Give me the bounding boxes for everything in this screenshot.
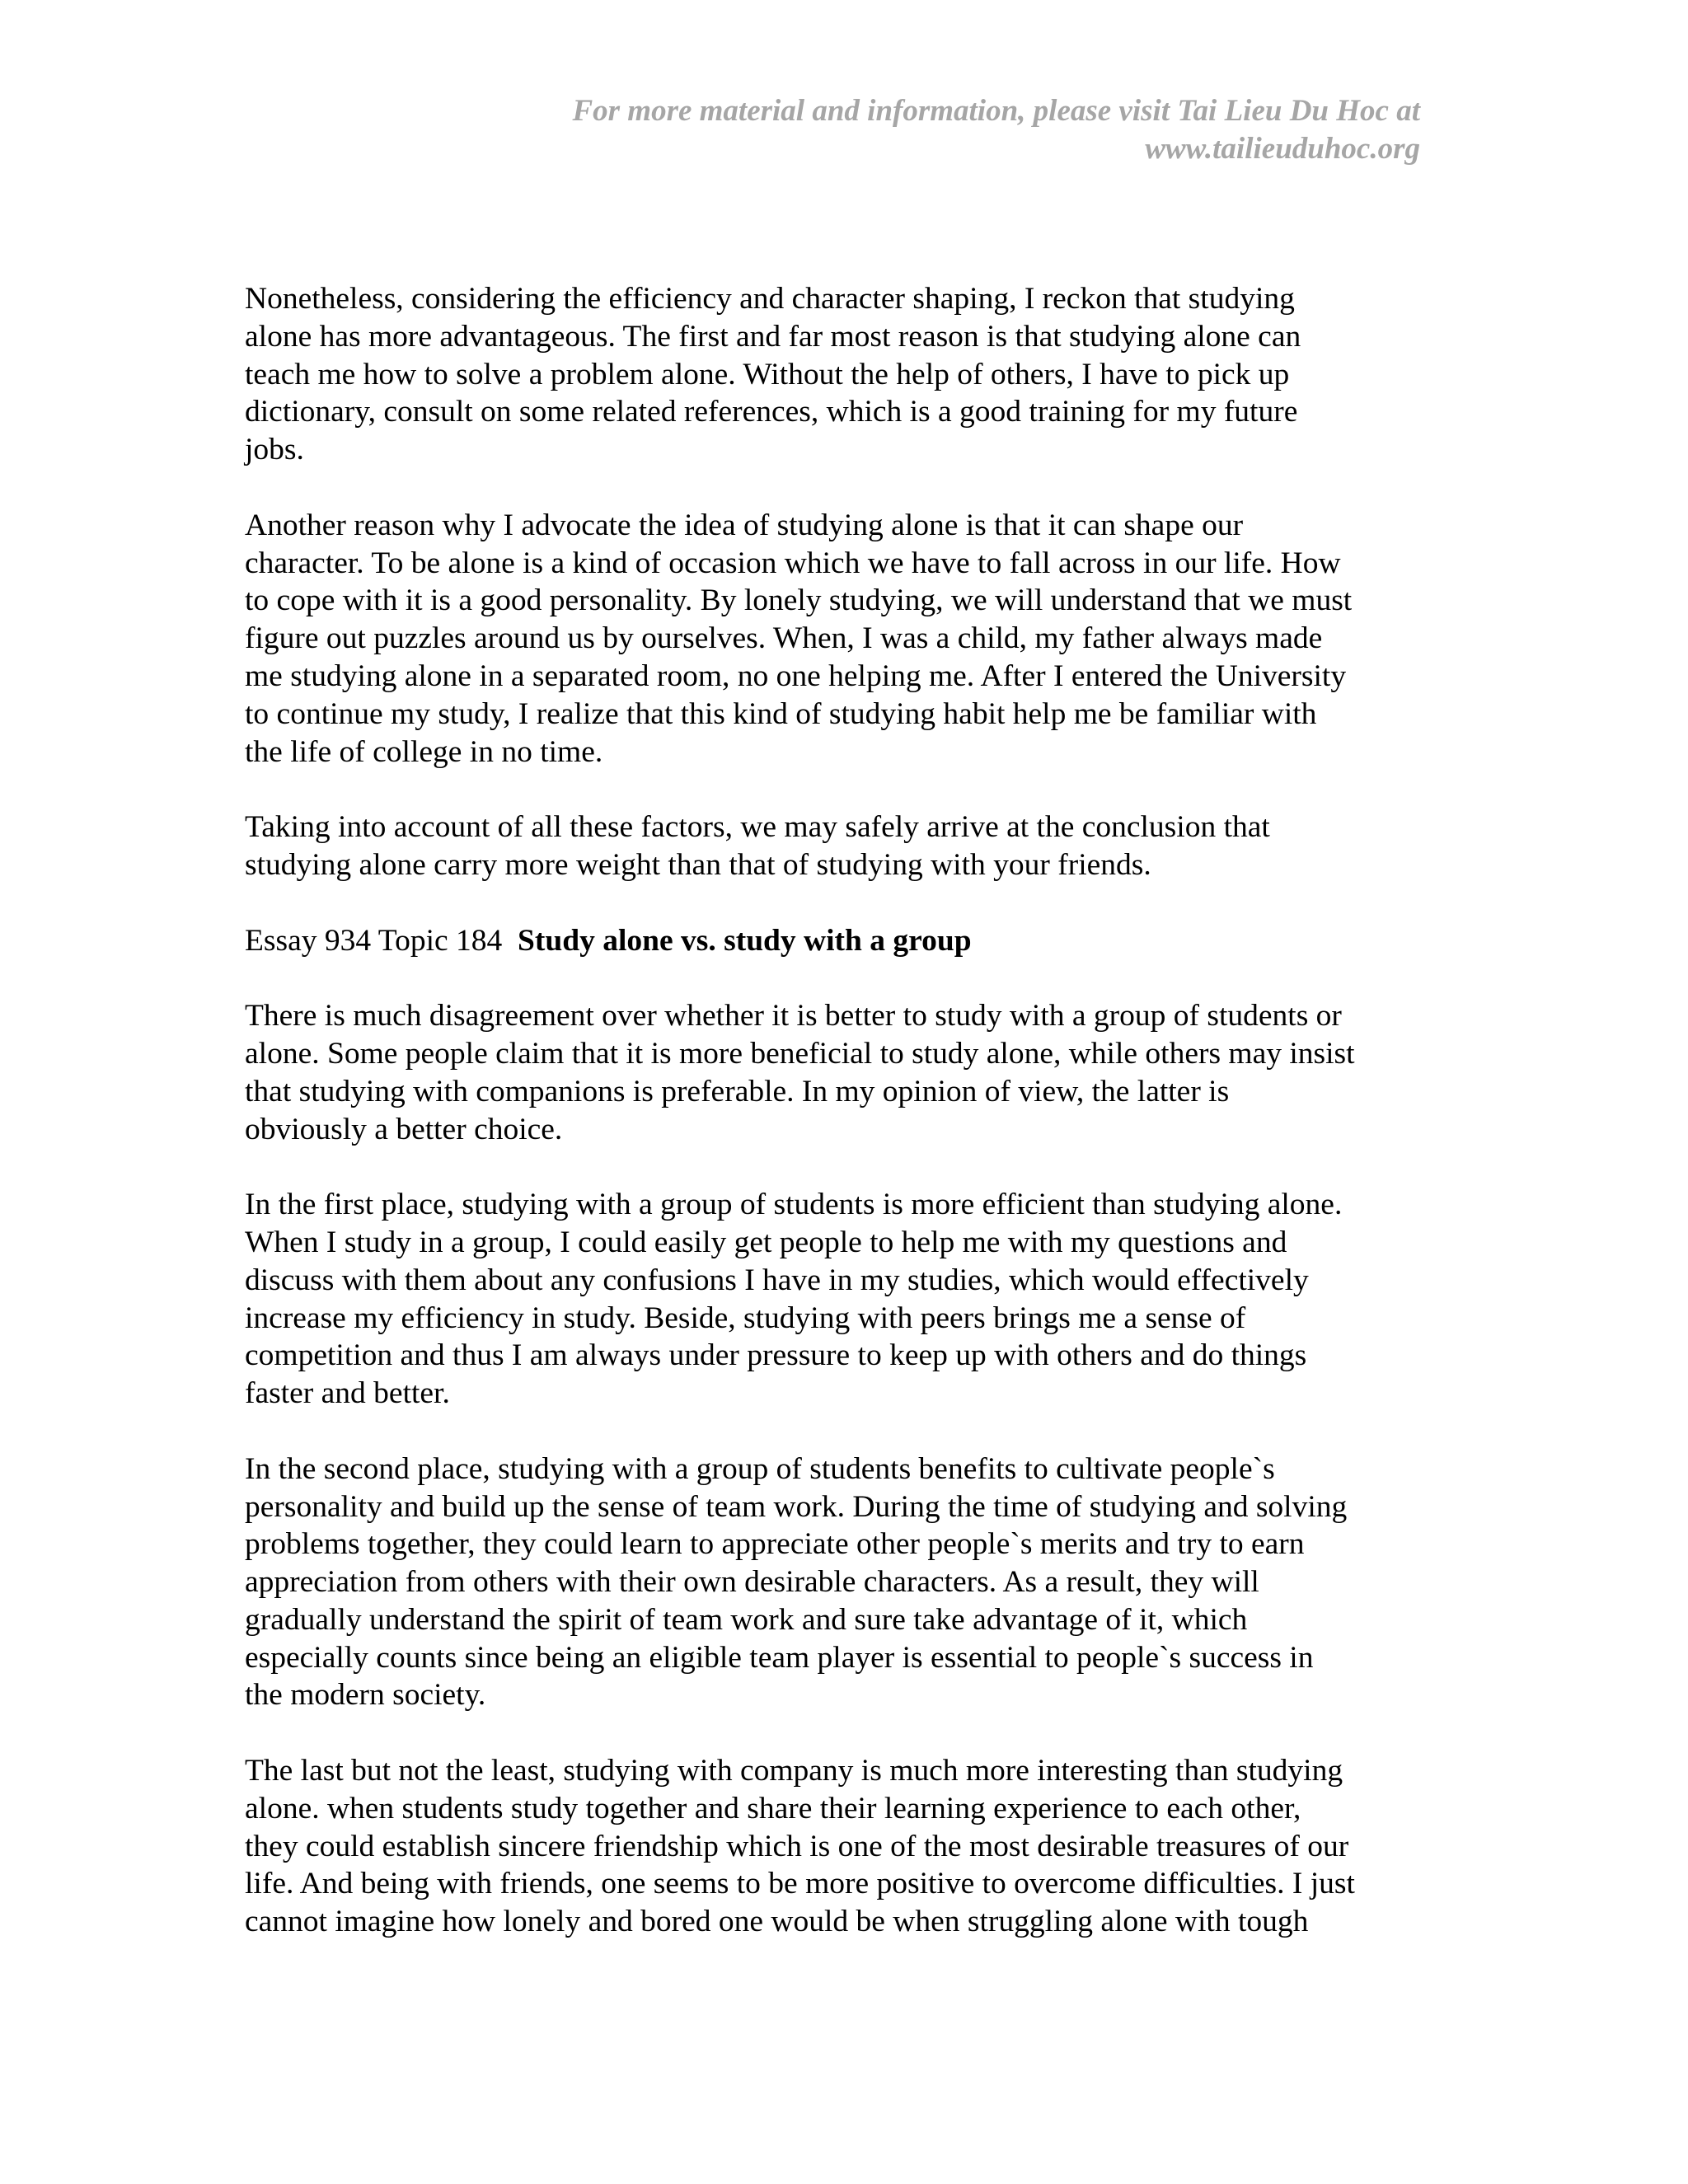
text-line: alone has more advantageous. The first and far most reason is that studying alone can bbox=[245, 319, 1301, 354]
text-line: dictionary, consult on some related references, which is a good training for my future bbox=[245, 395, 1298, 429]
text-line: Nonetheless, considering the efficiency and character shaping, I reckon that studying bbox=[245, 282, 1295, 316]
text-line: the modern society. bbox=[245, 1678, 486, 1713]
header-line-1: For more material and information, please visit Tai Lieu Du Hoc at bbox=[572, 94, 1420, 128]
page-header bbox=[431, 92, 1420, 168]
text-line: they could establish sincere friendship which is one of the most desirable treasures of our bbox=[245, 1829, 1349, 1863]
text-line: me studying alone in a separated room, no one helping me. After I entered the University bbox=[245, 658, 1347, 693]
text-line: alone. when students study together and share their learning experience to each other, bbox=[245, 1791, 1301, 1825]
paragraph bbox=[245, 507, 1465, 771]
text-line: especially counts since being an eligible team player is essential to people`s success in bbox=[245, 1640, 1314, 1675]
text-line: alone. Some people claim that it is more beneficial to study alone, while others may insist bbox=[245, 1036, 1355, 1071]
section-study-alone bbox=[245, 280, 1465, 884]
document-body bbox=[245, 280, 1465, 1979]
text-line: When I study in a group, I could easily get people to help me with my questions and bbox=[245, 1225, 1287, 1259]
text-line: appreciation from others with their own desirable characters. As a result, they will bbox=[245, 1565, 1259, 1600]
text-line: character. To be alone is a kind of occasion which we have to fall across in our life. How bbox=[245, 546, 1341, 580]
text-line: faster and better. bbox=[245, 1376, 450, 1411]
text-line: Another reason why I advocate the idea of studying alone is that it can shape our bbox=[245, 508, 1244, 542]
text-line: studying alone carry more weight than that of studying with your friends. bbox=[245, 847, 1151, 882]
essay-heading bbox=[245, 922, 1465, 960]
text-line: jobs. bbox=[245, 433, 304, 467]
paragraph bbox=[245, 997, 1465, 1148]
section-study-group bbox=[245, 997, 1465, 1941]
text-line: increase my efficiency in study. Beside, studying with peers brings me a sense of bbox=[245, 1301, 1246, 1335]
text-line: competition and thus I am always under pressure to keep up with others and do things bbox=[245, 1338, 1307, 1373]
text-line: figure out puzzles around us by ourselves. When, I was a child, my father always made bbox=[245, 621, 1323, 656]
paragraph bbox=[245, 280, 1465, 469]
text-line: to continue my study, I realize that this kind of studying habit help me be familiar with bbox=[245, 696, 1317, 731]
essay-heading-prefix: Essay 934 Topic 184 bbox=[245, 923, 503, 958]
paragraph bbox=[245, 808, 1465, 884]
text-line: Taking into account of all these factors, we may safely arrive at the conclusion that bbox=[245, 810, 1270, 845]
text-line: problems together, they could learn to appreciate other people`s merits and try to earn bbox=[245, 1527, 1305, 1562]
text-line: to cope with it is a good personality. By lonely studying, we will understand that we must bbox=[245, 583, 1353, 618]
text-line: that studying with companions is preferable. In my opinion of view, the latter is bbox=[245, 1074, 1230, 1108]
paragraph bbox=[245, 1752, 1465, 1941]
text-line: cannot imagine how lonely and bored one would be when struggling alone with tough bbox=[245, 1905, 1309, 1939]
essay-heading-title: Study alone vs. study with a group bbox=[518, 923, 972, 958]
paragraph bbox=[245, 1451, 1465, 1715]
text-line: the life of college in no time. bbox=[245, 734, 603, 769]
text-line: obviously a better choice. bbox=[245, 1112, 563, 1146]
text-line: personality and build up the sense of team work. During the time of studying and solving bbox=[245, 1489, 1348, 1524]
text-line: In the second place, studying with a group of students benefits to cultivate people`s bbox=[245, 1451, 1275, 1486]
text-line: discuss with them about any confusions I have in my studies, which would effectively bbox=[245, 1263, 1309, 1297]
paragraph bbox=[245, 1186, 1465, 1413]
text-line: teach me how to solve a problem alone. Without the help of others, I have to pick up bbox=[245, 357, 1290, 391]
text-line: life. And being with friends, one seems to be more positive to overcome difficulties. I just bbox=[245, 1867, 1355, 1901]
text-line: gradually understand the spirit of team work and sure take advantage of it, which bbox=[245, 1602, 1248, 1637]
text-line: In the first place, studying with a group of students is more efficient than studying alone. bbox=[245, 1188, 1343, 1222]
header-line-2: www.tailieuduhoc.org bbox=[1145, 132, 1420, 166]
text-line: There is much disagreement over whether it is better to study with a group of students or bbox=[245, 999, 1342, 1033]
text-line: The last but not the least, studying with company is much more interesting than studying bbox=[245, 1754, 1343, 1788]
